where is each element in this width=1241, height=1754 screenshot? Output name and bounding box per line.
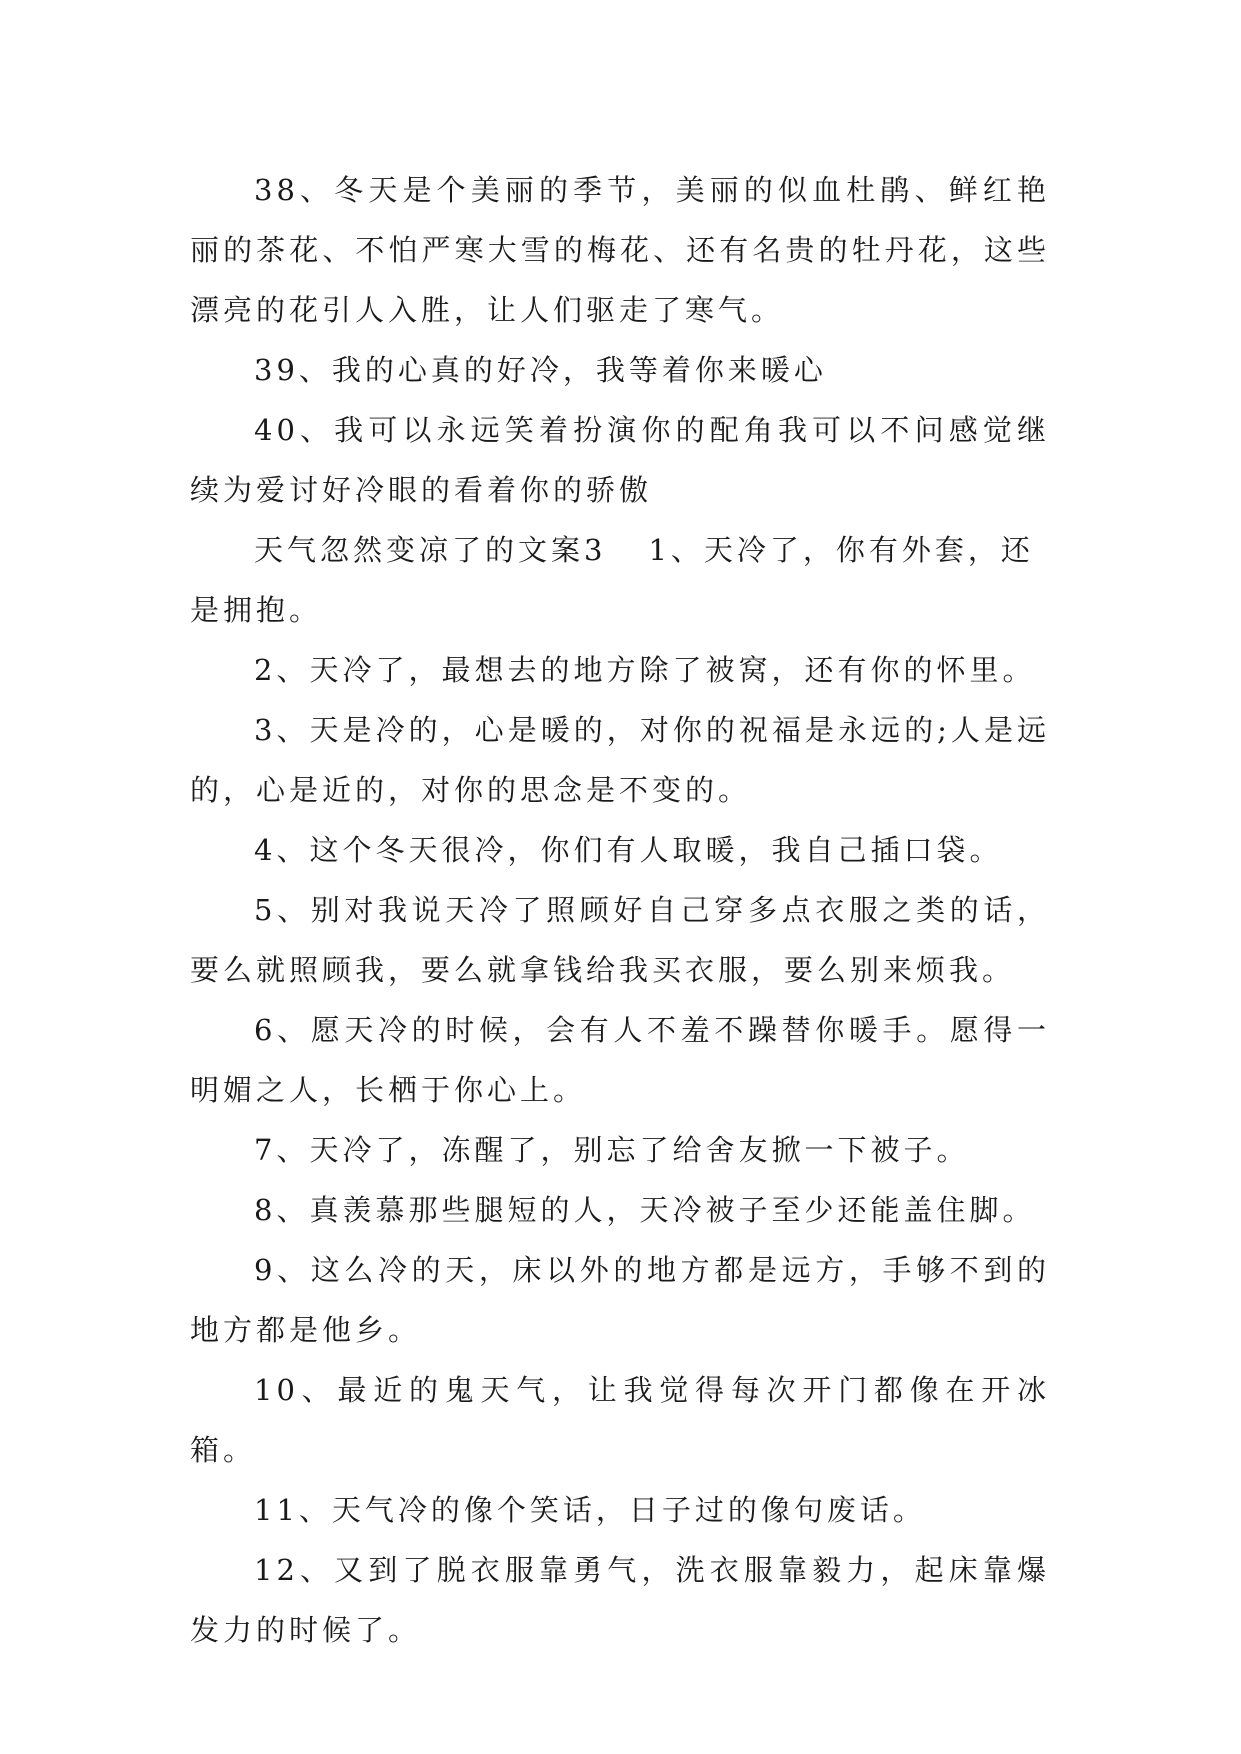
paragraph-item-9: 9、这么冷的天，床以外的地方都是远方，手够不到的地方都是他乡。: [190, 1253, 1050, 1347]
paragraph-item-39: 39、我的心真的好冷，我等着你来暖心: [254, 353, 827, 387]
paragraph-item-3: 3、天是冷的，心是暖的，对你的祝福是永远的;人是远的，心是近的，对你的思念是不变的。: [190, 713, 1050, 807]
paragraph-item-6: 6、愿天冷的时候，会有人不羞不躁替你暖手。愿得一明媚之人，长栖于你心上。: [190, 1013, 1050, 1107]
paragraph-item-8: 8、真羡慕那些腿短的人，天冷被子至少还能盖住脚。: [254, 1193, 1036, 1227]
paragraph-item-2: 2、天冷了，最想去的地方除了被窝，还有你的怀里。: [254, 653, 1036, 687]
paragraph-item-1: 1、天冷了，你有外套，还是拥抱。: [190, 533, 1034, 627]
paragraph-item-7: 7、天冷了，冻醒了，别忘了给舍友掀一下被子。: [254, 1133, 970, 1167]
paragraph-item-11: 11、天气冷的像个笑话，日子过的像句废话。: [254, 1493, 926, 1527]
section-heading: 天气忽然变凉了的文案3: [254, 533, 607, 567]
paragraph-item-4: 4、这个冬天很冷，你们有人取暖，我自己插口袋。: [254, 833, 1003, 867]
section-heading-paragraph: [190, 520, 1050, 640]
paragraph-item-38: 38、冬天是个美丽的季节，美丽的似血杜鹃、鲜红艳丽的茶花、不怕严寒大雪的梅花、还有名贵的牡丹花，这些漂亮的花引人入胜，让人们驱走了寒气。: [190, 173, 1050, 327]
paragraph-item-40: 40、我可以永远笑着扮演你的配角我可以不问感觉继续为爱讨好冷眼的看着你的骄傲: [190, 413, 1050, 507]
paragraph-item-12: 12、又到了脱衣服靠勇气，洗衣服靠毅力，起床靠爆发力的时候了。: [190, 1553, 1050, 1647]
paragraph-item-10: 10、最近的鬼天气，让我觉得每次开门都像在开冰箱。: [190, 1373, 1050, 1467]
document-body: [190, 160, 1050, 1660]
paragraph-item-5: 5、别对我说天冷了照顾好自己穿多点衣服之类的话，要么就照顾我，要么就拿钱给我买衣服，要么别来烦我。: [190, 893, 1050, 987]
